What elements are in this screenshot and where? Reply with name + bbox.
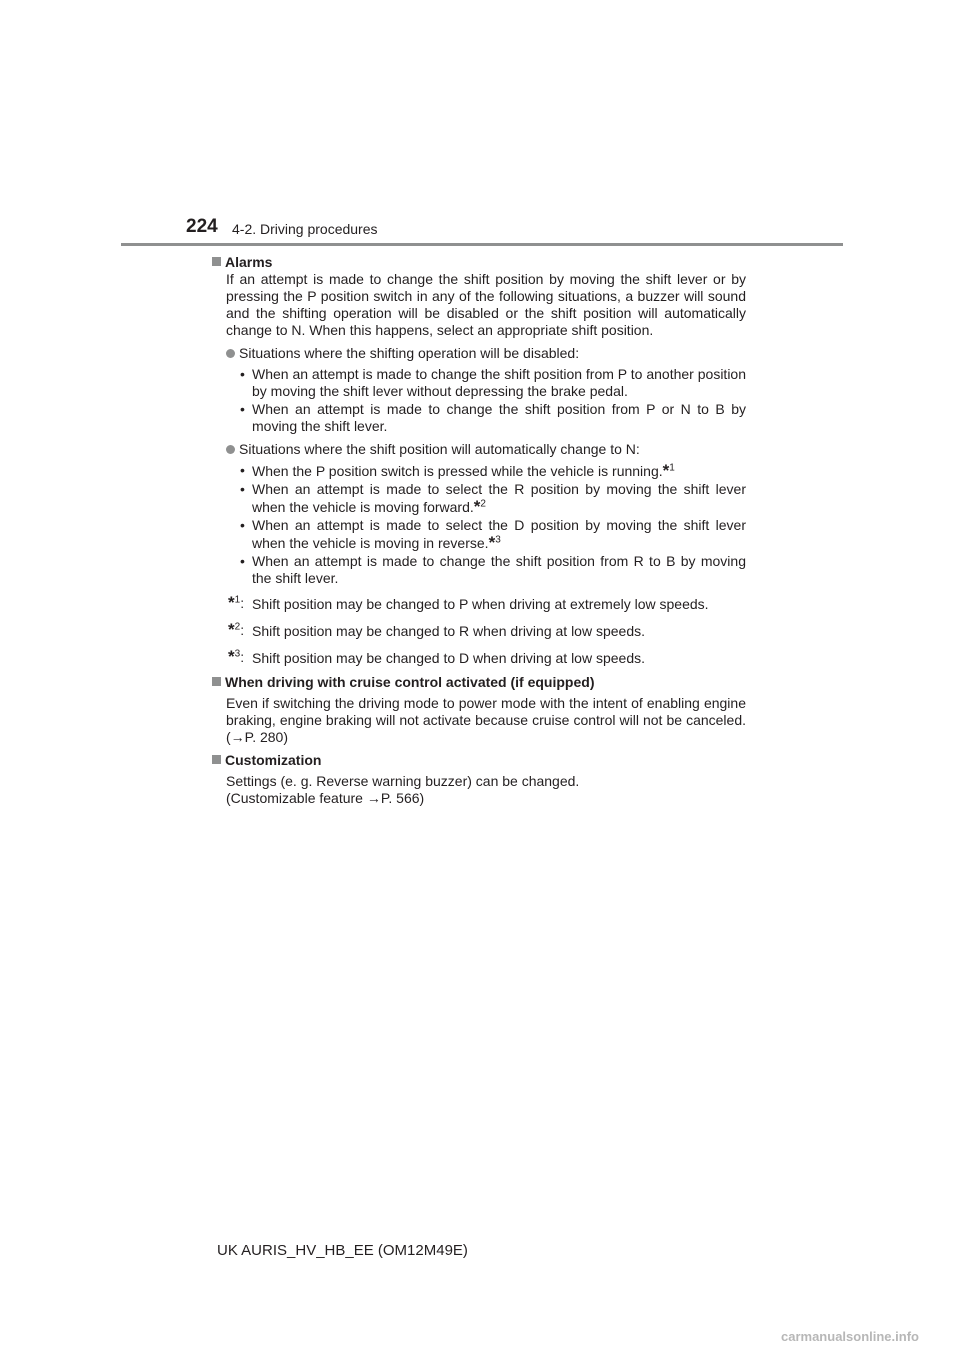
circle-bullet-icon	[226, 349, 235, 358]
dot-bullet-icon: •	[240, 462, 245, 478]
list-item: • When an attempt is made to select the D position by moving the shift lever when the vehicle is moving in reverse.*$^3$	[240, 517, 746, 552]
footnote-ref: 3	[495, 534, 501, 546]
disabled-situations-label: Situations where the shifting operation will be disabled:	[239, 345, 580, 361]
list-item: • When an attempt is made to change the shift position from P or N to B by moving the shift lever.	[240, 401, 746, 434]
customization-line-1: Settings (e. g. Reverse warning buzzer) can be changed.	[226, 773, 580, 789]
auto-n-situations-list	[240, 462, 746, 587]
topic-cruise-control	[212, 674, 746, 746]
square-bullet-icon	[212, 257, 221, 266]
list-item: • When an attempt is made to change the shift position from R to B by moving the shift lever.	[240, 553, 746, 586]
topic-alarms	[212, 254, 746, 668]
header-rule	[121, 243, 843, 246]
footnote-ref: 1	[669, 462, 675, 474]
alarms-intro: If an attempt is made to change the shift position by moving the shift lever or by pressing the P position switch in any of the following situations, a buzzer will sound and the shifting operation will be disabled or the shift position will automatically change to N. When this happens, select an appropriate shift position.	[226, 271, 746, 338]
topic-heading-alarms: Alarms	[225, 254, 273, 270]
square-bullet-icon	[212, 755, 221, 764]
list-item: • When the P position switch is pressed while the vehicle is running.*$^1$	[240, 461, 675, 480]
list-item: • When an attempt is made to select the R position by moving the shift lever when the vehicle is moving forward.*$^2$	[240, 481, 746, 516]
topic-customization	[212, 752, 746, 807]
square-bullet-icon	[212, 677, 221, 686]
list-item	[226, 441, 746, 458]
manual-code: UK AURIS_HV_HB_EE (OM12M49E)	[217, 1242, 468, 1259]
section-title: 4-2. Driving procedures	[232, 221, 378, 237]
page-number: 224	[186, 216, 218, 237]
circle-bullet-icon	[226, 445, 235, 454]
footnote-ref: 2	[480, 498, 486, 510]
footnote: *$^2$: Shift position may be changed to R when driving at low speeds.	[228, 620, 646, 639]
footnote-star: *	[473, 497, 481, 516]
disabled-situations-list	[240, 366, 746, 435]
list-item: • When an attempt is made to change the shift position from P to another position by moving the shift lever without depressing the brake pedal.	[240, 366, 746, 399]
dot-bullet-icon: •	[240, 481, 245, 497]
footnote: *$^3$: Shift position may be changed to D when driving at low speeds.	[228, 647, 646, 666]
page-content	[212, 254, 746, 813]
cruise-control-text: Even if switching the driving mode to power mode with the intent of enabling engine braking, engine braking will not activate because cruise control will not be canceled. (→P. 280)	[226, 695, 746, 745]
dot-bullet-icon: •	[240, 401, 245, 417]
watermark: carmanualsonline.info	[781, 1329, 919, 1344]
dot-bullet-icon: •	[240, 517, 245, 533]
footnote: *$^1$: Shift position may be changed to P when driving at extremely low speeds.	[228, 593, 709, 612]
auto-n-situations-label: Situations where the shift position will automatically change to N:	[239, 441, 640, 457]
dot-bullet-icon: •	[240, 553, 245, 569]
customization-line-2: (Customizable feature →P. 566)	[226, 790, 425, 806]
topic-heading-customization: Customization	[225, 752, 322, 768]
list-item	[226, 345, 746, 362]
footnote-star: *	[662, 461, 670, 480]
footnote-star: *	[488, 533, 496, 552]
dot-bullet-icon: •	[240, 366, 245, 382]
topic-heading-cruise-control: When driving with cruise control activated (if equipped)	[225, 674, 595, 690]
